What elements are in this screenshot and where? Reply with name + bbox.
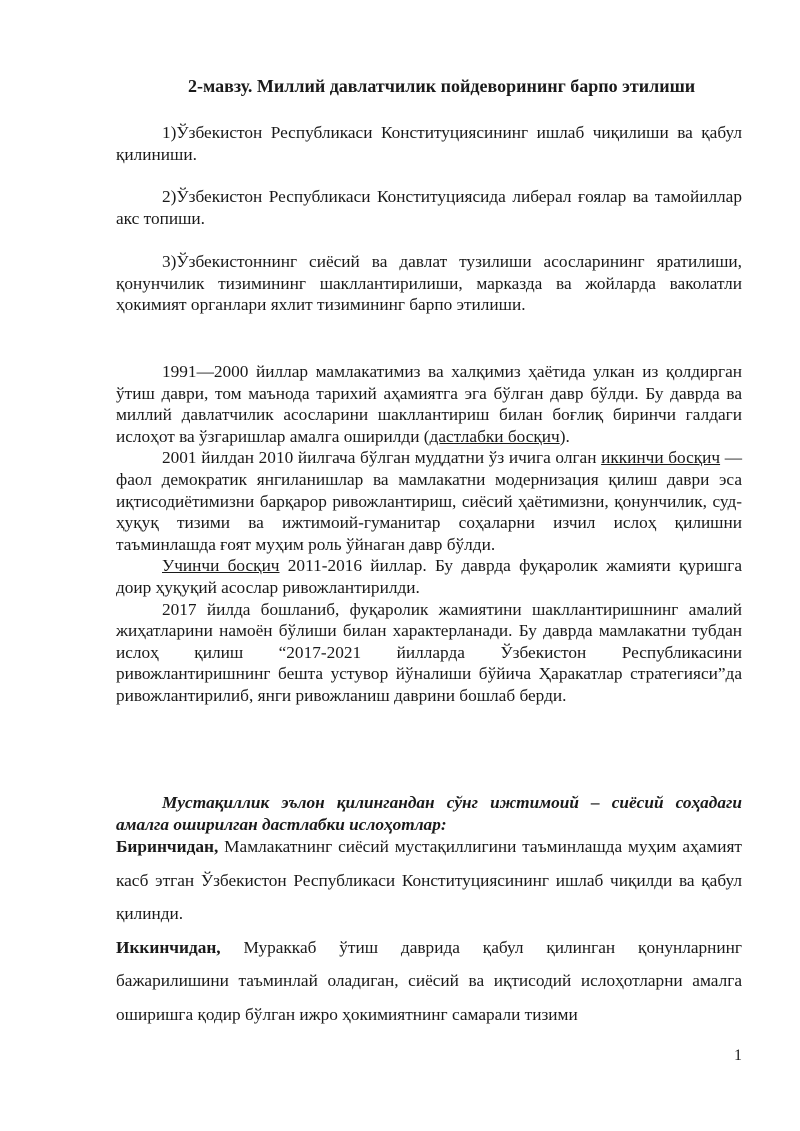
paragraph-first-stage [116,361,742,447]
paragraph-first-stage-end: ). [559,426,570,446]
body-text [116,361,742,707]
paragraph-second-stage-start: 2001 йилдан 2010 йилгача бўлган муддатни ўз ичига олган [162,448,602,468]
page-title: 2-мавзу. Миллий давлатчилик пойдеворининг барпо этилиши [188,76,696,96]
reforms-list [116,830,742,1031]
outline-item-3 [116,251,742,316]
page-number: 1 [734,1047,742,1064]
paragraph-third-stage [116,555,742,598]
reform-second-text: Мураккаб ўтиш даврида қабул қилинган қонунларнинг бажарилишини таъминлай оладиган, сиёсий ва иқтисодий ислоҳотларни амалга оширишга қодир бўлган ижро ҳокимиятнинг самарали тизими [116,937,742,1024]
first-stage-term: дастлабки босқич [429,426,560,446]
paragraph-first-stage-text: 1991—2000 йиллар мамлакатимиз ва халқимиз ҳаётида улкан из қолдирган ўтиш даври, том маънода тарихий аҳамиятга эга бўлган давр бўлди. Бу даврда ва миллий давлатчилик асосларини шакллантириш билан боғлиқ биринчи галдаги ислоҳот ва ўзгаришлар амалга оширилди ( [116,362,742,446]
reform-first-label: Биринчидан, [116,837,219,856]
section-heading: Мустақиллик эълон қилингандан сўнг ижтимоий – сиёсий соҳадаги амалга оширилган дастлабки ислоҳотлар: [116,793,742,834]
section-heading-block [116,792,742,835]
outline-text-3: 3)Ўзбекистоннинг сиёсий ва давлат тузилиши асосларининг яратилиши, қонунчилик тизимининг шакллантирилиши, марказда ва жойларда ваколатли ҳокимият органлари яхлит тизимининг барпо этилиши. [116,252,742,315]
outline-text-1: 1)Ўзбекистон Республикаси Конституциясининг ишлаб чиқилиши ва қабул қилиниши. [116,123,742,164]
outline-item-2 [116,186,742,229]
reform-first-text: Мамлакатнинг сиёсий мустақиллигини таъминлашда муҳим аҳамият касб этган Ўзбекистон Республикаси Конституциясининг ишлаб чиқилди ва қабул қилинди. [116,837,742,923]
second-stage-term: иккинчи босқич [601,448,721,468]
outline-item-1 [116,122,742,165]
third-stage-term: Учинчи босқич [162,556,280,576]
paragraph-second-stage [116,447,742,555]
reform-second-label: Иккинчидан, [116,937,221,957]
paragraph-second-stage-text: — фаол демократик янгиланишлар ва мамлакатни модернизация қилиш даври эса иқтисодиётимизни барқарор ривожлантириш, сиёсий ҳаётимизни, қонунчилик, суд-ҳуқуқ тизими ва ижтимоий-гуманитар соҳаларни изчил ислоҳ қилишни таъминлашда ғоят муҳим роль ўйнаган давр бўлди. [116,448,742,554]
reform-first [116,830,742,931]
reform-second [116,931,742,1032]
outline-text-2: 2)Ўзбекистон Республикаси Конституциясида либерал ғоялар ва тамойиллар акс топиши. [116,187,742,228]
paragraph-third-stage-text: 2011-2016 йиллар. Бу даврда фуқаролик жамияти қуришга доир ҳуқуқий асослар ривожлантирилди. [116,556,742,597]
paragraph-fourth-stage: 2017 йилда бошланиб, фуқаролик жамиятини шакллантиришнинг амалий жиҳатларини намоён бўлиши билан характерланади. Бу даврда мамлакатни тубдан ислоҳ қилиш “2017-2021 йилларда Ўзбекистон Республикасини ривожлантиришнинг бешта устувор йўналиши бўйича Ҳаракатлар стратегияси”да ривожлантирилиб, янги ривожланиш даврини бошлаб берди. [116,599,742,705]
